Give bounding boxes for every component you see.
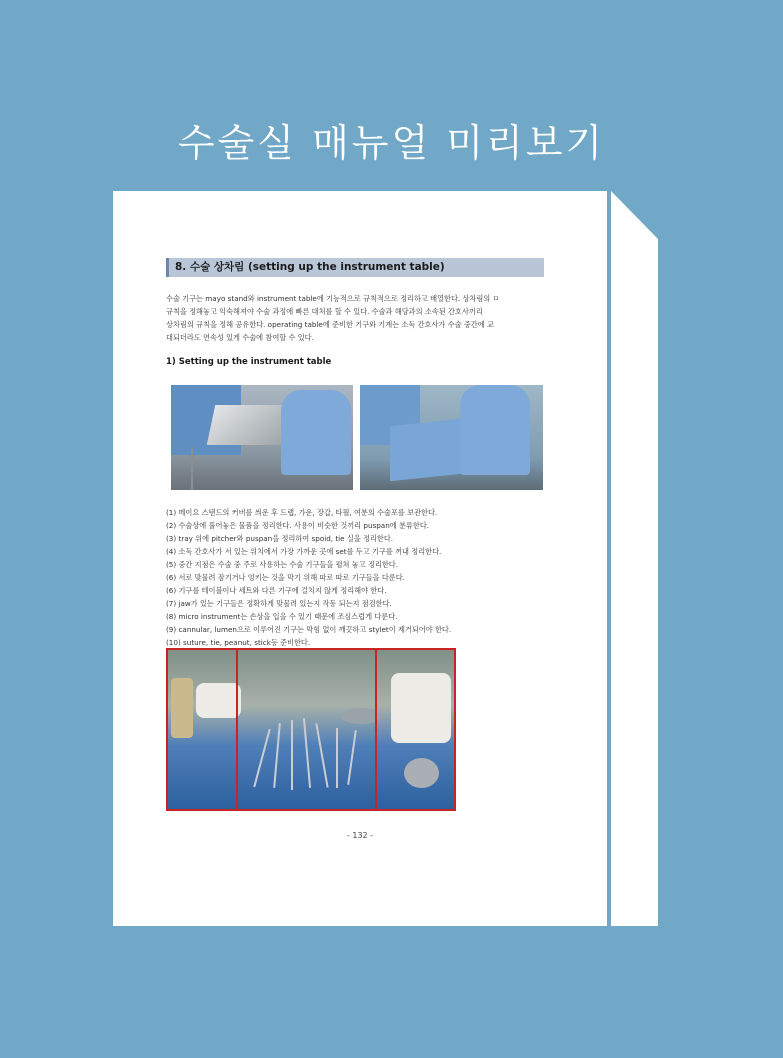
step-item: (7) jaw가 있는 기구들은 정확하게 맞물려 있는지 작동 되는지 점검한다. xyxy=(166,599,392,608)
step-item: (6) 서로 맞물려 잠기거나 엉키는 것을 막기 위해 따로 따로 기구들을 다룬다. xyxy=(166,573,405,582)
step-item: (1) 메이요 스탠드의 커버를 씌운 후 드랩, 가운, 장갑, 타월, 여분의 수술포를 보관한다. xyxy=(166,508,438,517)
photo-instrument-table xyxy=(166,648,456,811)
photo-table-drape xyxy=(360,385,543,490)
step-item: (4) 소독 간호사가 서 있는 위치에서 가장 가까운 곳에 set를 두고 기구를 꺼내 정리한다. xyxy=(166,547,442,556)
section-title: 8. 수술 상차림 (setting up the instrument table) xyxy=(166,258,544,277)
highlight-box-center xyxy=(236,648,377,811)
subsection-title: 1) Setting up the instrument table xyxy=(166,357,332,367)
step-item: (8) micro instrument는 손상을 입을 수 있기 때문에 조심스럽게 다룬다. xyxy=(166,612,398,621)
steps-list xyxy=(166,506,546,649)
step-item: (9) cannular, lumen으로 이루어진 기구는 막힘 없이 깨끗하고 stylet이 제거되어야 한다. xyxy=(166,625,452,634)
step-item: (6) 기구를 테이블이나 세트와 다른 기구에 걸치지 않게 정리해야 한다. xyxy=(166,586,387,595)
manual-page xyxy=(113,191,607,926)
photo-mayo-stand-cover xyxy=(171,385,353,490)
step-item: (5) 중간 지점은 수술 중 주로 사용하는 수술 기구들을 펼쳐 놓고 정리한다. xyxy=(166,560,399,569)
intro-line: 규칙을 정해놓고 익숙해져야 수술 과정에 빠른 대처를 할 수 있다. 수술과 해당과의 소속된 간호사끼리 xyxy=(166,307,483,316)
banner-title: 수술실 매뉴얼 미리보기 xyxy=(177,121,606,165)
highlight-box-right xyxy=(375,648,456,811)
step-item: (3) tray 위에 pitcher와 puspan을 정리하여 spoid, tie 실을 정리한다. xyxy=(166,534,394,543)
step-item: (10) suture, tie, peanut, stick등 준비한다. xyxy=(166,638,311,647)
intro-line: 대되더라도 연속성 있게 수술에 참여할 수 있다. xyxy=(166,333,314,342)
step-item: (2) 수술상에 풀어놓은 물품을 정리한다. 사용이 비슷한 것끼리 puspan에 분류한다. xyxy=(166,521,430,530)
highlight-box-left xyxy=(166,648,238,811)
page-number: - 132 - xyxy=(346,831,374,840)
back-page-edge xyxy=(611,191,658,926)
intro-line: 상차림의 규칙을 정해 공유한다. operating table에 준비한 기구와 기계는 소독 간호사가 수술 중간에 교 xyxy=(166,320,494,329)
intro-line: 수술 기구는 mayo stand와 instrument table에 기능적으로 규칙적으로 정리하고 배열한다. 상차림의 ㅁ xyxy=(166,294,500,303)
intro-paragraph xyxy=(166,292,551,344)
